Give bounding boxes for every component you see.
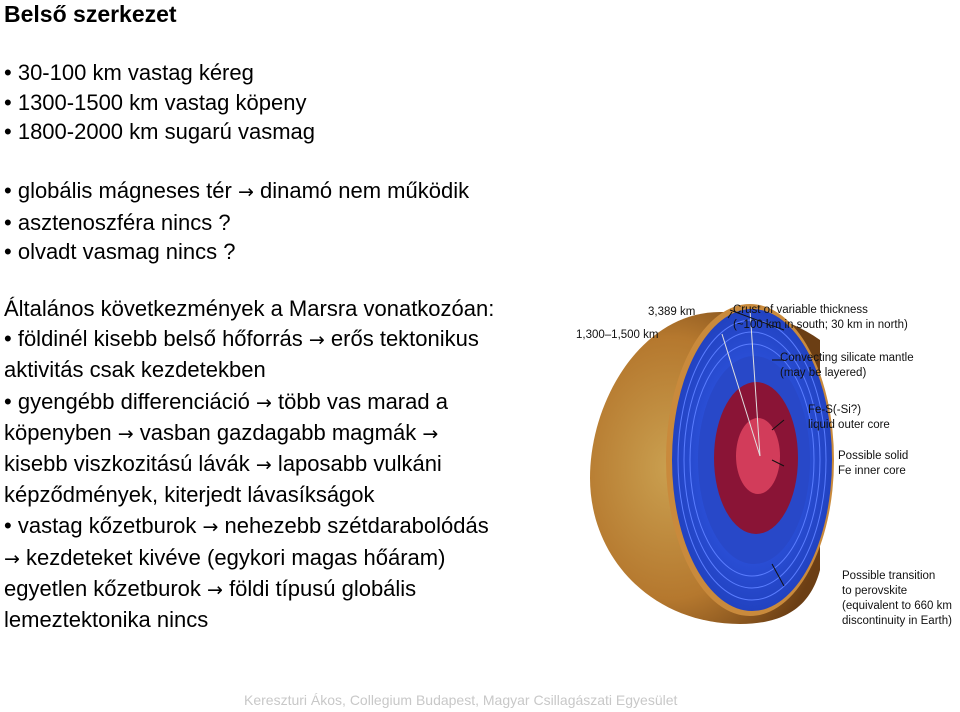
conclusion-line: • gyengébb differenciáció → több vas marad a	[4, 388, 448, 414]
structure-list	[4, 58, 315, 147]
conclusion-line: képződmények, kiterjedt lávasíkságok	[4, 482, 375, 508]
transition-label-3: (equivalent to 660 km	[842, 600, 952, 612]
arrow-icon: →	[202, 516, 219, 539]
arrow-icon: →	[422, 422, 439, 445]
crust-label-2: (~100 km in south; 30 km in north)	[733, 319, 908, 331]
conclusion-line: köpenyben → vasban gazdagabb magmák →	[4, 419, 439, 445]
arrow-icon: →	[4, 547, 20, 570]
transition-label-4: discontinuity in Earth)	[842, 615, 952, 627]
list-item: • olvadt vasmag nincs ?	[4, 239, 236, 264]
arrow-icon: →	[255, 391, 272, 414]
mantle-label: Convecting silicate mantle	[780, 352, 914, 364]
list-item: • 1800-2000 km sugarú vasmag	[4, 119, 315, 144]
radius-label: 3,389 km	[648, 306, 696, 318]
page-title: Belső szerkezet	[4, 1, 177, 27]
features-list	[4, 176, 469, 267]
arrow-icon: →	[117, 422, 134, 445]
arrow-icon: →	[237, 181, 254, 203]
conclusion-line: • vastag kőzetburok → nehezebb szétdarabolódás	[4, 513, 489, 539]
conclusion-line: egyetlen kőzetburok → földi típusú globális	[4, 575, 417, 601]
outer-core-label-2: liquid outer core	[808, 419, 890, 431]
conclusion-line: kisebb viszkozitású lávák → laposabb vulkáni	[4, 451, 442, 477]
transition-label: Possible transition	[842, 570, 936, 582]
inner-core-label-2: Fe inner core	[838, 465, 906, 477]
arrow-icon: →	[207, 578, 223, 601]
outer-core-label: Fe-S(-Si?)	[808, 404, 862, 416]
conclusions-heading: Általános következmények a Marsra vonatkozóan:	[4, 296, 495, 321]
conclusion-line: aktivitás csak kezdetekben	[4, 357, 266, 383]
list-item: • globális mágneses tér → dinamó nem működik	[4, 178, 470, 203]
footer-credit: Kereszturi Ákos, Collegium Budapest, Magyar Csillagászati Egyesület	[244, 692, 678, 708]
inner-core-label: Possible solid	[838, 450, 909, 462]
mars-interior-diagram	[572, 300, 960, 636]
conclusion-line: • földinél kisebb belső hőforrás → erős tektonikus	[4, 326, 479, 352]
conclusion-line: → kezdeteket kivéve (egykori magas hőáram)	[4, 544, 446, 570]
crust-label: Crust of variable thickness	[733, 304, 868, 316]
mantle-thickness-label: 1,300–1,500 km	[576, 329, 659, 341]
arrow-icon: →	[308, 329, 325, 352]
transition-label-2: to perovskite	[842, 585, 908, 597]
list-item: • 1300-1500 km vastag köpeny	[4, 89, 307, 115]
mantle-label-2: (may be layered)	[780, 367, 867, 379]
list-item: • 30-100 km vastag kéreg	[4, 60, 254, 85]
list-item: • asztenoszféra nincs ?	[4, 209, 231, 235]
conclusions-block	[4, 294, 579, 636]
conclusion-line: lemeztektonika nincs	[4, 607, 209, 633]
arrow-icon: →	[255, 454, 272, 477]
